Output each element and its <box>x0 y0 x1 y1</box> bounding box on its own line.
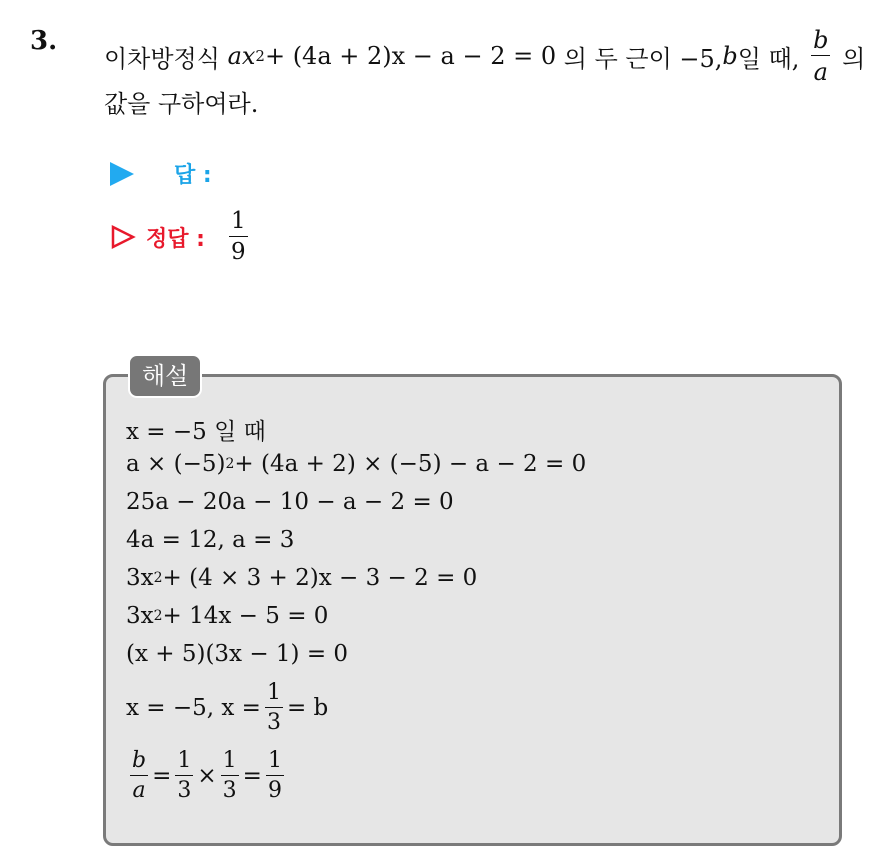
solution-line-8 <box>126 682 328 734</box>
outline-triangle-icon <box>110 224 136 250</box>
question-line-2: 값을 구하여라. <box>104 90 259 118</box>
equation-rest: + (4a + 2)x − a − 2 = 0 <box>264 42 557 70</box>
solution-line-9-denominator-2: 3 <box>177 778 192 803</box>
solution-line-9 <box>126 750 288 802</box>
solution-line-6 <box>126 603 328 629</box>
solution-line-8-fraction <box>265 682 283 734</box>
fraction-denominator: a <box>813 58 828 86</box>
solution-line-9-equals-1: = <box>152 763 172 789</box>
correct-answer-label: 정답 : <box>146 226 205 252</box>
solution-line-9-fraction-4 <box>266 750 284 802</box>
solution-line-9-numerator-1: b <box>130 750 148 776</box>
equation-exponent: 2 <box>255 47 265 65</box>
question-end: 의 <box>842 44 866 73</box>
solution-line-9-denominator-3: 3 <box>222 778 237 803</box>
solution-line-3: 25a − 20a − 10 − a − 2 = 0 <box>126 489 454 515</box>
solution-line-2b: + (4a + 2) × (−5) − a − 2 = 0 <box>234 451 587 477</box>
answer-blank-row <box>110 158 212 189</box>
solution-line-2 <box>126 451 586 477</box>
solution-line-8-numerator: 1 <box>265 682 283 708</box>
fraction-b-over-a <box>811 28 830 84</box>
solution-line-8-denominator: 3 <box>266 710 281 735</box>
equation-ax: ax <box>227 42 256 70</box>
solution-line-6-exponent: 2 <box>153 608 163 624</box>
solution-line-9-fraction-2 <box>175 750 193 802</box>
question-line-1 <box>104 28 865 84</box>
solution-line-4: 4a = 12, a = 3 <box>126 527 295 553</box>
solution-line-8b: = b <box>286 695 329 721</box>
solution-line-9-equals-2: = <box>242 763 262 789</box>
question-when: 일 때, <box>737 44 800 73</box>
solution-line-5 <box>126 565 477 591</box>
correct-answer-row <box>110 210 252 264</box>
fraction-numerator: b <box>813 26 829 54</box>
filled-triangle-icon <box>110 162 134 186</box>
solution-line-9-numerator-3: 1 <box>221 750 239 776</box>
question-prefix: 이차방정식 <box>104 44 220 73</box>
solution-line-6b: + 14x − 5 = 0 <box>162 603 329 629</box>
solution-tab: 해설 <box>128 354 202 398</box>
solution-line-9-denominator-1: a <box>132 778 146 803</box>
solution-line-2a: a × (−5) <box>126 451 226 477</box>
solution-line-1: x = −5 일 때 <box>126 419 266 445</box>
solution-line-9-numerator-2: 1 <box>175 750 193 776</box>
correct-answer-fraction <box>229 210 248 264</box>
solution-line-2-exponent: 2 <box>225 456 235 472</box>
solution-line-9-numerator-4: 1 <box>266 750 284 776</box>
solution-line-8a: x = −5, x = <box>126 695 261 721</box>
root-b: b <box>722 42 738 70</box>
solution-line-9-fraction-3 <box>221 750 239 802</box>
problem-number: 3. <box>30 26 58 56</box>
solution-line-5-exponent: 2 <box>153 570 163 586</box>
solution-line-9-denominator-4: 9 <box>267 778 282 803</box>
solution-line-5b: + (4 × 3 + 2)x − 3 − 2 = 0 <box>162 565 478 591</box>
solution-line-5a: 3x <box>126 565 154 591</box>
solution-line-7: (x + 5)(3x − 1) = 0 <box>126 641 349 667</box>
solution-line-6a: 3x <box>126 603 154 629</box>
solution-line-9-fraction-1 <box>130 750 148 802</box>
correct-answer-denominator: 9 <box>230 239 246 265</box>
answer-blank-label: 답 : <box>174 163 212 188</box>
question-mid: 의 두 근이 −5, <box>563 44 723 73</box>
solution-line-9-times: × <box>197 763 217 789</box>
correct-answer-numerator: 1 <box>229 210 248 237</box>
